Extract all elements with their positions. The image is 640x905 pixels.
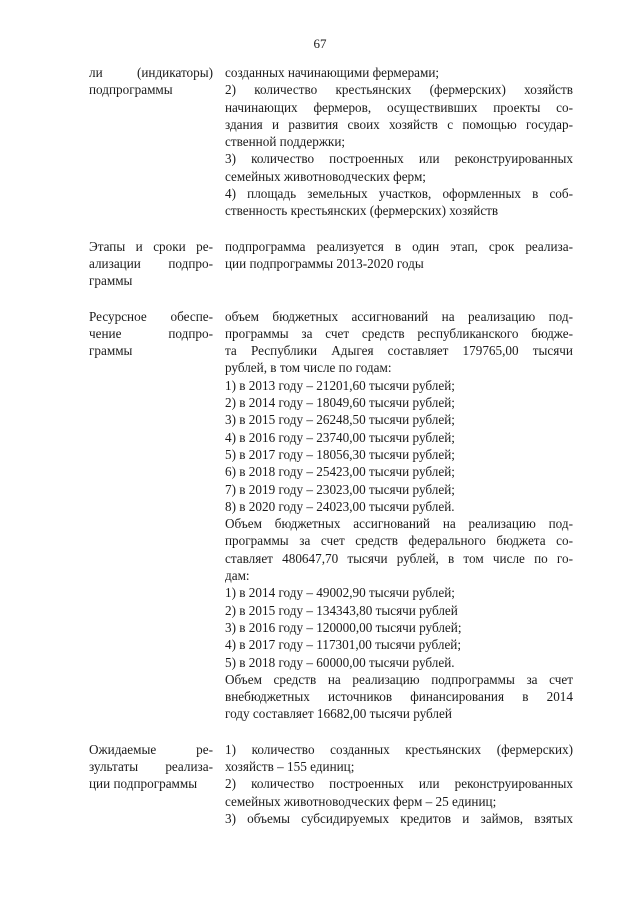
content-line: 3) объемы субсидируемых кредитов и займов, взятых	[225, 810, 573, 826]
content-line: рублей, в том числе по годам:	[225, 360, 392, 376]
content-line: 2) в 2014 году – 18049,60 тысячи рублей;	[225, 395, 455, 411]
label-line: Ресурсное обеспе-	[89, 308, 213, 324]
row-stages	[89, 238, 573, 290]
content-line: 3) в 2016 году – 120000,00 тысячи рублей;	[225, 619, 462, 635]
label-line: Ожидаемые ре-	[89, 741, 213, 757]
content-line: 3) количество построенных или реконструированных	[225, 151, 573, 167]
content-line: 8) в 2020 году – 24023,00 тысячи рублей.	[225, 498, 455, 514]
page-number: 67	[313, 36, 327, 51]
content-line: Объем бюджетных ассигнований на реализацию под-	[225, 516, 573, 532]
content-line: 2) количество крестьянских (фермерских) хозяйств	[225, 82, 573, 98]
content-line: программы за счет средств республиканского бюдже-	[225, 325, 573, 341]
content-line: 4) площадь земельных участков, оформленных в соб-	[225, 186, 573, 202]
content-line: семейных животноводческих ферм;	[225, 168, 426, 184]
content-line: семейных животноводческих ферм – 25 единиц;	[225, 793, 497, 809]
label-line: зультаты реализа-	[89, 758, 213, 774]
label-line: подпрограммы	[89, 82, 173, 98]
content-line: здания и развития своих хозяйств с помощью государ-	[225, 116, 573, 132]
content-line: созданных начинающими фермерами;	[225, 65, 440, 80]
content-line: 7) в 2019 году – 23023,00 тысячи рублей;	[225, 481, 455, 497]
row-content	[225, 741, 573, 827]
label-line: чение подпро-	[89, 325, 213, 341]
label-line: ли (индикаторы)	[89, 65, 213, 80]
content-line: Объем средств на реализацию подпрограммы за счет	[225, 671, 573, 687]
content-line: 2) в 2015 году – 134343,80 тысячи рублей	[225, 602, 458, 618]
content-line: 5) в 2017 году – 18056,30 тысячи рублей;	[225, 446, 455, 462]
content-line: ции подпрограммы 2013-2020 годы	[225, 255, 424, 271]
content-line: 4) в 2017 году – 117301,00 тысячи рублей;	[225, 637, 462, 653]
row-label	[89, 308, 213, 360]
label-line: ализации подпро-	[89, 255, 213, 271]
row-label	[89, 741, 213, 793]
content-line: 5) в 2018 году – 60000,00 тысячи рублей.	[225, 654, 455, 670]
passport-table	[89, 64, 573, 827]
content-line: 6) в 2018 году – 25423,00 тысячи рублей;	[225, 464, 455, 480]
content-line: 3) в 2015 году – 26248,50 тысячи рублей;	[225, 412, 455, 428]
row-label	[89, 64, 213, 99]
row-indicators	[89, 64, 573, 220]
content-line: ственность крестьянских (фермерских) хозяйств	[225, 203, 499, 219]
content-line: ставляет 480647,70 тысячи рублей, в том числе по го-	[225, 550, 573, 566]
content-line: году составляет 16682,00 тысячи рублей	[225, 706, 452, 722]
content-line: внебюджетных источников финансирования в 2014	[225, 689, 573, 705]
content-line: программы за счет средств федерального бюджета со-	[225, 533, 573, 549]
content-line: ственной поддержки;	[225, 134, 346, 150]
row-results	[89, 741, 573, 827]
content-line: дам:	[225, 568, 250, 584]
content-line: подпрограмма реализуется в один этап, срок реализа-	[225, 238, 573, 254]
content-line: объем бюджетных ассигнований на реализацию под-	[225, 308, 573, 324]
content-line: 1) в 2014 году – 49002,90 тысячи рублей;	[225, 585, 455, 601]
row-content	[225, 308, 573, 723]
row-label	[89, 238, 213, 290]
label-line: Этапы и сроки ре-	[89, 238, 213, 254]
row-content	[225, 238, 573, 273]
content-line: 1) в 2013 году – 21201,60 тысячи рублей;	[225, 377, 455, 393]
content-line: 1) количество созданных крестьянских (фермерских)	[225, 741, 573, 757]
content-line: 2) количество построенных или реконструированных	[225, 776, 573, 792]
content-line: та Республики Адыгея составляет 179765,00 тысячи	[225, 343, 573, 359]
label-line: граммы	[89, 273, 133, 289]
row-resources	[89, 308, 573, 723]
label-line: ции подпрограммы	[89, 776, 198, 792]
content-line: 4) в 2016 году – 23740,00 тысячи рублей;	[225, 429, 455, 445]
label-line: граммы	[89, 343, 133, 359]
content-line: хозяйств – 155 единиц;	[225, 758, 355, 774]
content-line: начинающих фермеров, осуществивших проекты со-	[225, 99, 573, 115]
row-content	[225, 64, 573, 220]
